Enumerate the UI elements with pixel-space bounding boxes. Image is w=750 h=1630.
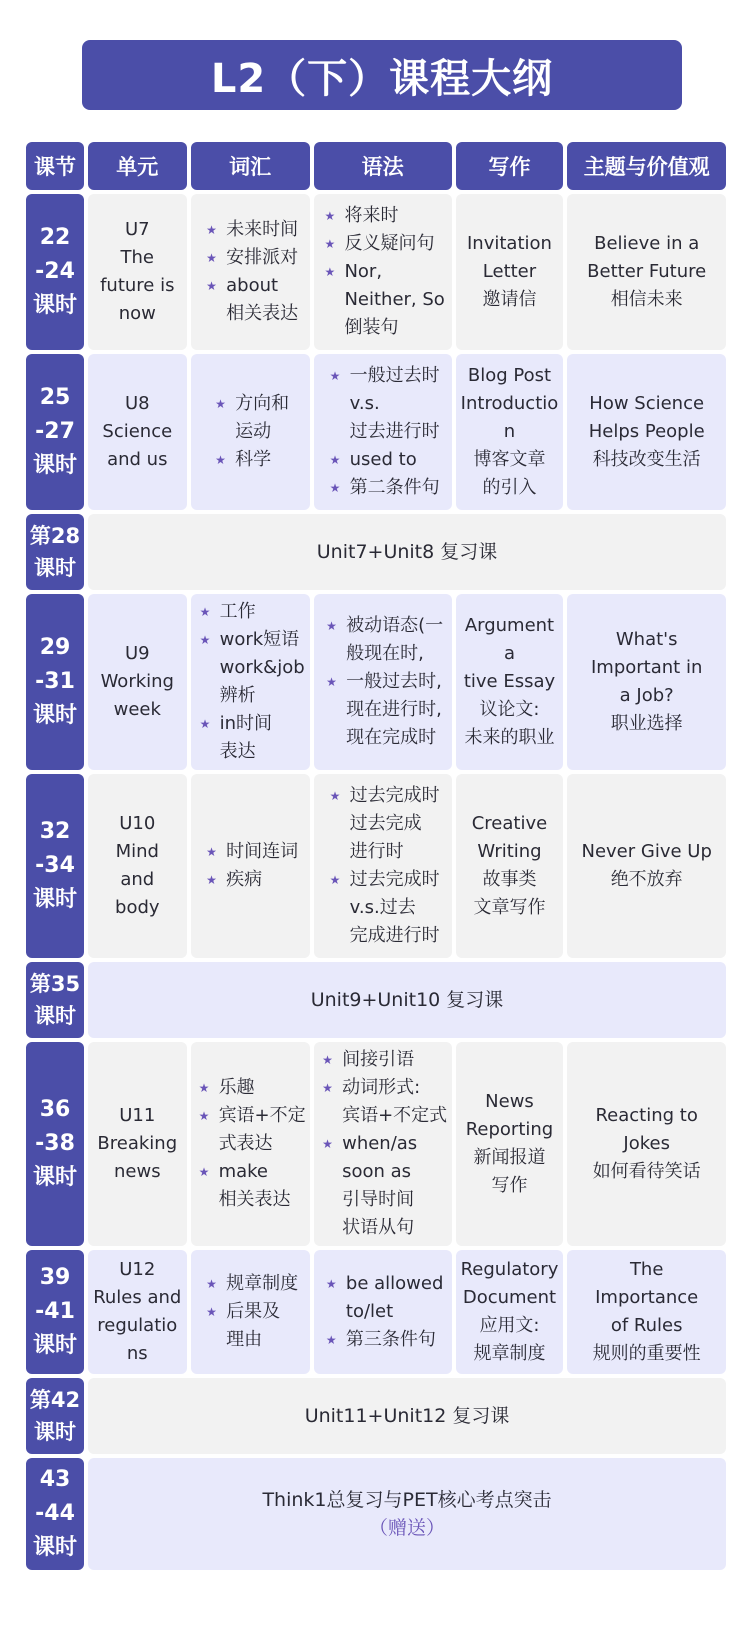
review-cell: Unit11+Unit12 复习课 bbox=[88, 1378, 726, 1454]
vocab-cell bbox=[191, 774, 310, 958]
list-item: ★ 后果及 理由 bbox=[206, 1298, 298, 1354]
vocab-cell bbox=[191, 1250, 310, 1374]
list-item: ★ 过去完成时 v.s.过去 完成进行时 bbox=[330, 866, 440, 950]
list-item: ★ work短语 work&job 辨析 bbox=[200, 626, 305, 710]
list-item: ★ 疾病 bbox=[206, 866, 298, 894]
list-item: ★ 间接引语 bbox=[322, 1046, 447, 1074]
list-item: ★ Nor, Neither, So 倒装句 bbox=[324, 258, 444, 342]
header-unit: 单元 bbox=[88, 142, 186, 190]
lesson-cell: 43 -44 课时 bbox=[26, 1458, 84, 1570]
list-item: ★ 过去完成时 过去完成 进行时 bbox=[330, 782, 440, 866]
list-item: ★ 规章制度 bbox=[206, 1270, 298, 1298]
grammar-cell bbox=[314, 774, 452, 958]
lesson-cell: 22 -24 课时 bbox=[26, 194, 84, 350]
review-row bbox=[26, 1458, 726, 1570]
lesson-cell: 36 -38 课时 bbox=[26, 1042, 84, 1246]
lesson-cell: 第28 课时 bbox=[26, 514, 84, 590]
header-row bbox=[26, 142, 726, 190]
grammar-cell bbox=[314, 194, 452, 350]
header-writing: 写作 bbox=[456, 142, 564, 190]
lesson-cell: 第42 课时 bbox=[26, 1378, 84, 1454]
lesson-cell: 第35 课时 bbox=[26, 962, 84, 1038]
vocab-cell bbox=[191, 354, 310, 510]
list-item: ★ 乐趣 bbox=[199, 1074, 306, 1102]
grammar-cell bbox=[314, 1250, 452, 1374]
table-row bbox=[26, 194, 726, 350]
list-item: ★ in时间 表达 bbox=[200, 710, 305, 766]
lesson-cell: 25 -27 课时 bbox=[26, 354, 84, 510]
vocab-cell bbox=[191, 194, 310, 350]
header-vocab: 词汇 bbox=[191, 142, 310, 190]
unit-cell: U10 Mind and body bbox=[88, 774, 186, 958]
unit-cell: U8 Science and us bbox=[88, 354, 186, 510]
list-item: ★ 宾语+不定 式表达 bbox=[199, 1102, 306, 1158]
header-lesson: 课节 bbox=[26, 142, 84, 190]
writing-cell: Blog Post Introduction 博客文章 的引入 bbox=[456, 354, 564, 510]
writing-cell: Invitation Letter 邀请信 bbox=[456, 194, 564, 350]
writing-cell: News Reporting 新闻报道 写作 bbox=[456, 1042, 564, 1246]
vocab-cell bbox=[191, 594, 310, 770]
list-item: ★ when/as soon as 引导时间 状语从句 bbox=[322, 1130, 447, 1242]
theme-cell: Reacting to Jokes 如何看待笑话 bbox=[567, 1042, 726, 1246]
list-item: ★ 一般过去时, 现在进行时, 现在完成时 bbox=[326, 668, 443, 752]
theme-cell: What's Important in a Job? 职业选择 bbox=[567, 594, 726, 770]
theme-cell: How Science Helps People 科技改变生活 bbox=[567, 354, 726, 510]
header-grammar: 语法 bbox=[314, 142, 452, 190]
review-cell: Unit9+Unit10 复习课 bbox=[88, 962, 726, 1038]
list-item: ★ 时间连词 bbox=[206, 838, 298, 866]
list-item: ★ 被动语态(一 般现在时, bbox=[326, 612, 443, 668]
review-row bbox=[26, 514, 726, 590]
page-title: L2（下）课程大纲 bbox=[82, 40, 682, 110]
syllabus-table bbox=[22, 138, 730, 1574]
list-item: ★ 第二条件句 bbox=[330, 474, 440, 502]
lesson-cell: 39 -41 课时 bbox=[26, 1250, 84, 1374]
list-item: ★ 工作 bbox=[200, 598, 305, 626]
table-row bbox=[26, 1042, 726, 1246]
list-item: ★ used to bbox=[330, 446, 440, 474]
theme-cell: The Importance of Rules 规则的重要性 bbox=[567, 1250, 726, 1374]
list-item: ★ 方向和 运动 bbox=[215, 390, 289, 446]
table-row bbox=[26, 354, 726, 510]
review-row bbox=[26, 962, 726, 1038]
table-row bbox=[26, 1250, 726, 1374]
table-row bbox=[26, 774, 726, 958]
list-item: ★ 未来时间 bbox=[206, 216, 298, 244]
list-item: ★ 一般过去时 v.s. 过去进行时 bbox=[330, 362, 440, 446]
list-item: ★ make 相关表达 bbox=[199, 1158, 306, 1214]
list-item: ★ 安排派对 bbox=[206, 244, 298, 272]
theme-cell: Believe in a Better Future 相信未来 bbox=[567, 194, 726, 350]
list-item: ★ 将来时 bbox=[324, 202, 444, 230]
list-item: ★ 反义疑问句 bbox=[324, 230, 444, 258]
list-item: ★ 动词形式: 宾语+不定式 bbox=[322, 1074, 447, 1130]
grammar-cell bbox=[314, 594, 452, 770]
unit-cell: U7 The future is now bbox=[88, 194, 186, 350]
unit-cell: U11 Breaking news bbox=[88, 1042, 186, 1246]
writing-cell: Regulatory Document 应用文: 规章制度 bbox=[456, 1250, 564, 1374]
list-item: ★ 第三条件句 bbox=[326, 1326, 444, 1354]
review-cell bbox=[88, 1458, 726, 1570]
lesson-cell: 29 -31 课时 bbox=[26, 594, 84, 770]
unit-cell: U12 Rules and regulations bbox=[88, 1250, 186, 1374]
list-item: ★ 科学 bbox=[215, 446, 289, 474]
unit-cell: U9 Working week bbox=[88, 594, 186, 770]
grammar-cell bbox=[314, 1042, 452, 1246]
review-cell: Unit7+Unit8 复习课 bbox=[88, 514, 726, 590]
list-item: ★ be allowed to/let bbox=[326, 1270, 444, 1326]
list-item: ★ about 相关表达 bbox=[206, 272, 298, 328]
writing-cell: Creative Writing 故事类 文章写作 bbox=[456, 774, 564, 958]
table-row bbox=[26, 594, 726, 770]
grammar-cell bbox=[314, 354, 452, 510]
review-row bbox=[26, 1378, 726, 1454]
writing-cell: Argumenta tive Essay 议论文: 未来的职业 bbox=[456, 594, 564, 770]
review-text: Think1总复习与PET核心考点突击 bbox=[262, 1489, 552, 1511]
vocab-cell bbox=[191, 1042, 310, 1246]
header-theme: 主题与价值观 bbox=[567, 142, 726, 190]
theme-cell: Never Give Up 绝不放弃 bbox=[567, 774, 726, 958]
lesson-cell: 32 -34 课时 bbox=[26, 774, 84, 958]
bonus-note: （赠送） bbox=[369, 1517, 446, 1539]
